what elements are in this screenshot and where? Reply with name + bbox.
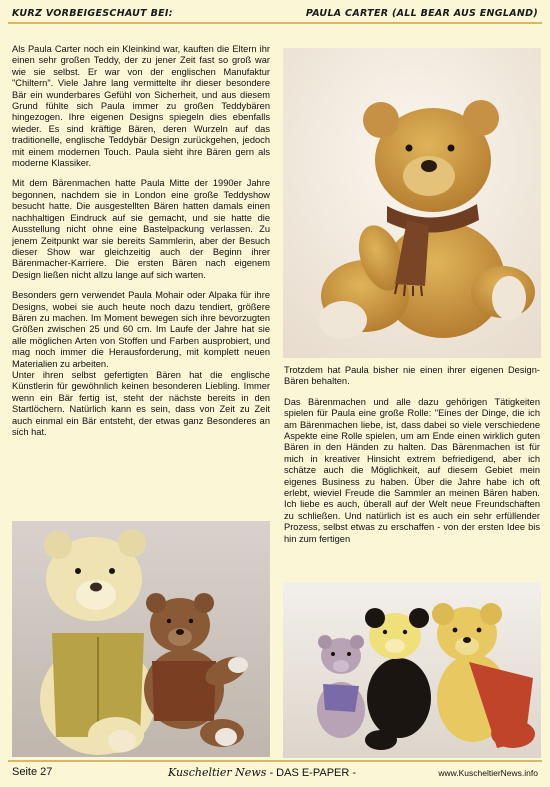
article-paragraph: Trotzdem hat Paula bisher nie einen ihrer eigenen Design-Bären behalten. — [284, 365, 540, 387]
article-left-column — [12, 44, 270, 447]
photo-bear-with-scarf — [283, 48, 541, 358]
photo-group-of-bears — [283, 582, 541, 758]
publication-url: www.KuscheltierNews.info — [438, 768, 538, 778]
article-paragraph: Unter ihren selbst gefertigten Bären hat die englische Künstlerin für gewöhnlich keinen besonderen Liebling. Immer wenn ein Bär fertig ist, steht der nächste bereits in den Startlöchern. Natürlich kann es sein, dass von Zeit zu Zeit auch einmal ein Bär entsteht, der etwas ganz Besonderes an sich hat. — [12, 369, 270, 437]
article-right-column — [284, 365, 540, 554]
article-paragraph: Als Paula Carter noch ein Kleinkind war, kauften die Eltern ihr einen sehr großen Teddy, der zu jener Zeit fast so groß war wie sie selbst. Er war von der englischen Manufaktur "Chiltern". Viele Jahre lang vermittelte ihr dieser besondere Bär ein wunderbares Gefühl von Sicherheit, und aus diesem Grund fühlte sich Paula immer zu großen Teddybären hingezogen. Ihre eigenen Designs spiegeln dies ebenfalls wieder. Es sind kräftige Bären, deren Wurzeln auf das traditionelle, englische Teddybär Design zurückgehen, jedoch mit einem modernen Touch. Paula sieht ihre Bären gern als moderne Klassiker. — [12, 44, 270, 169]
photo-two-bears-vest — [12, 521, 270, 757]
page-footer — [8, 760, 542, 784]
publication-edition: - DAS E-PAPER - — [266, 767, 357, 779]
article-paragraph: Mit dem Bärenmachen hatte Paula Mitte der 1990er Jahre begonnen, nachdem sie in London eine große Teddyshow besucht hatte. Die ausgestellten Bären hatten damals einen nachhaltigen Eindruck auf sie gemacht, und sie hatte die Ausstellung nicht ohne eine Bastelpackung verlassen. Zu jenem Zeitpunkt war sie bereits Sammlerin, aber der Besuch dieser Show war gleichzeitig auch der Beginn ihrer Bärenmacher-Karriere. Die ersten Bären nach eigenem Design ließen nicht allzu lange auf sich warten. — [12, 178, 270, 280]
header-article-title: PAULA CARTER (ALL BEAR AUS ENGLAND) — [305, 8, 538, 19]
page-header — [8, 6, 542, 24]
publication-title — [168, 766, 356, 779]
page-number: Seite 27 — [12, 766, 53, 778]
header-section-label: KURZ VORBEIGESCHAUT BEI: — [12, 8, 173, 19]
article-paragraph: Das Bärenmachen und alle dazu gehörigen Tätigkeiten spielen für Paula eine große Rolle: "Eines der Dinge, die ich am Bärenmachen liebe, ist, dass dabei so viele verschiedene Aspekte eine Rolle spielen, um am Ende einen wirklich guten Bären in den Händen zu halten. Das Bärenmachen ist für mich in kreativer Hinsicht extrem befriedigend, aber ich schätze auch die Möglichkeit, auf diesem Gebiet mein eigenes Business zu haben. Über die Jahre habe ich oft erlebt, wieviel Freude die Sammler an meinen Bären haben. Ich liebe es auch, überall auf der Welt neue Freundschaften zu schließen. Und natürlich ist es auch ein sehr erfüllender Prozess, selbst etwas zu erschaffen - von der ersten Idee bis hin zum fertigen — [284, 396, 540, 544]
publication-brand: Kuscheltier News — [168, 766, 267, 779]
article-paragraph: Besonders gern verwendet Paula Mohair oder Alpaka für ihre Designs, wobei sie auch heute noch dazu tendiert, größere Bären zu machen. Im Moment bewegen sich ihre bevorzugten Größen zwischen 25 und 60 cm. Im Laufe der Jahre hat sie alle möglichen Arten von Stoffen und Farben ausprobiert, und mag noch immer die Herausforderung, mit komplett neuen Materialien zu arbeiten. — [12, 290, 270, 369]
